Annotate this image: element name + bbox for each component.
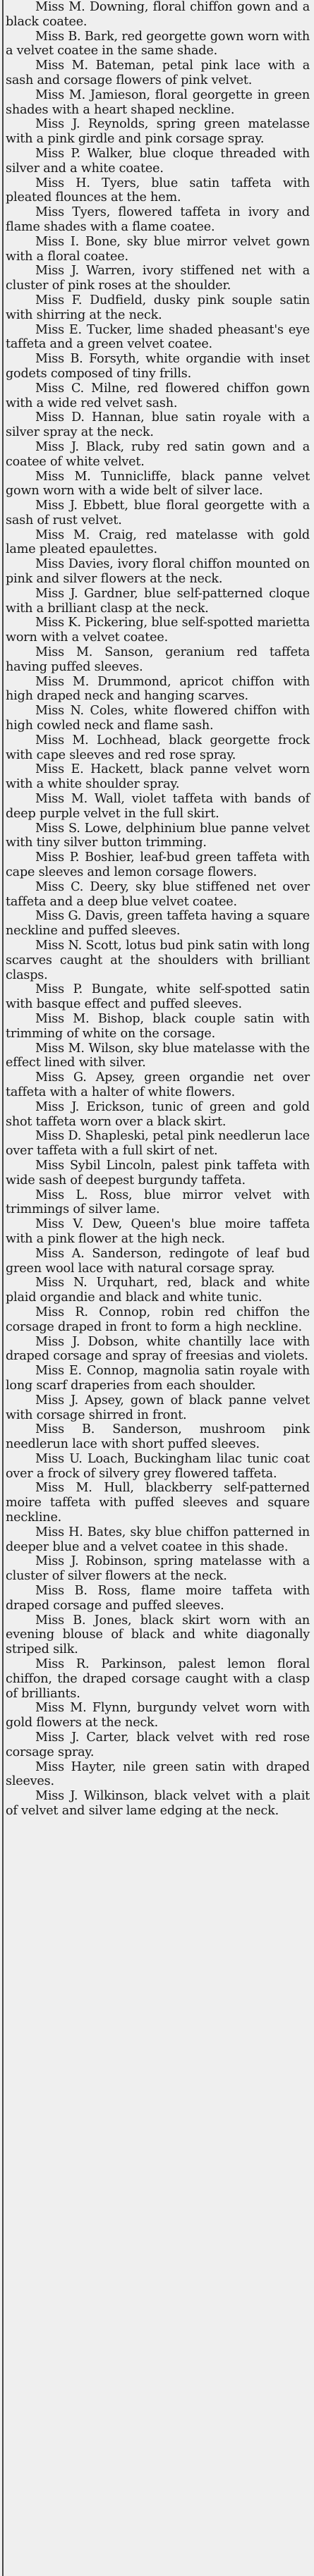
list-item: Miss M. Lochhead, black georgette frock with cape sleeves and red rose spray. bbox=[6, 733, 310, 762]
list-item: Miss J. Warren, ivory stiffened net with a cluster of pink roses at the shoulder. bbox=[6, 264, 310, 293]
list-item: Miss S. Lowe, delphinium blue panne velvet with tiny silver button trimming. bbox=[6, 821, 310, 850]
list-item: Miss A. Sanderson, redingote of leaf bud green wool lace with natural corsage spray. bbox=[6, 1246, 310, 1276]
list-item: Miss U. Loach, Buckingham lilac tunic coat over a frock of silvery grey flowered taffeta. bbox=[6, 1451, 310, 1481]
list-item: Miss C. Deery, sky blue stiffened net over taffeta and a deep blue velvet coatee. bbox=[6, 879, 310, 909]
list-item: Miss J. Carter, black velvet with red rose corsage spray. bbox=[6, 1730, 310, 1759]
list-item: Miss M. Drummond, apricot chiffon with high draped neck and hanging scarves. bbox=[6, 674, 310, 704]
list-item: Miss D. Shapleski, petal pink needlerun lace over taffeta with a full skirt of net. bbox=[6, 1129, 310, 1159]
column-rule bbox=[2, 0, 4, 2576]
list-item: Miss D. Hannan, blue satin royale with a silver spray at the neck. bbox=[6, 410, 310, 440]
list-item: Miss I. Bone, sky blue mirror velvet gown with a floral coatee. bbox=[6, 234, 310, 264]
list-item: Miss M. Flynn, burgundy velvet worn with gold flowers at the neck. bbox=[6, 1701, 310, 1730]
list-item: Miss Tyers, flowered taffeta in ivory and flame shades with a flame coatee. bbox=[6, 205, 310, 234]
list-item: Miss M. Hull, blackberry self-patterned moire taffeta with puffed sleeves and square neckline. bbox=[6, 1481, 310, 1525]
list-item: Miss J. Reynolds, spring green matelasse with a pink girdle and pink corsage spray. bbox=[6, 117, 310, 147]
list-item: Miss G. Apsey, green organdie net over taffeta with a halter of white flowers. bbox=[6, 1070, 310, 1099]
list-item: Miss P. Boshier, leaf-bud green taffeta with cape sleeves and lemon corsage flowers. bbox=[6, 850, 310, 880]
list-item: Miss M. Tunnicliffe, black panne velvet gown worn with a wide belt of silver lace. bbox=[6, 469, 310, 499]
list-item: Miss C. Milne, red flowered chiffon gown with a wide red velvet sash. bbox=[6, 381, 310, 410]
list-item: Miss B. Ross, flame moire taffeta with draped corsage and puffed sleeves. bbox=[6, 1584, 310, 1613]
list-item: Miss H. Bates, sky blue chiffon patterned in deeper blue and a velvet coatee in this shade. bbox=[6, 1525, 310, 1554]
list-item: Miss L. Ross, blue mirror velvet with trimmings of silver lame. bbox=[6, 1188, 310, 1217]
list-item: Miss J. Gardner, blue self-patterned cloque with a brilliant clasp at the neck. bbox=[6, 586, 310, 616]
list-item: Miss K. Pickering, blue self-spotted marietta worn with a velvet coatee. bbox=[6, 616, 310, 645]
list-item: Miss B. Forsyth, white organdie with inset godets composed of tiny frills. bbox=[6, 352, 310, 381]
list-item: Miss V. Dew, Queen's blue moire taffeta with a pink flower at the high neck. bbox=[6, 1217, 310, 1246]
list-item: Miss Davies, ivory floral chiffon mounted on pink and silver flowers at the neck. bbox=[6, 557, 310, 587]
list-item: Miss M. Bateman, petal pink lace with a sash and corsage flowers of pink velvet. bbox=[6, 59, 310, 87]
list-item: Miss E. Tucker, lime shaded pheasant's eye taffeta and a green velvet coatee. bbox=[6, 322, 310, 352]
list-item: Miss G. Davis, green taffeta having a square neckline and puffed sleeves. bbox=[6, 909, 310, 939]
list-item: Miss J. Robinson, spring matelasse with a cluster of silver flowers at the neck. bbox=[6, 1554, 310, 1584]
list-item: Miss M. Wall, violet taffeta with bands of deep purple velvet in the full skirt. bbox=[6, 792, 310, 821]
list-item: Miss M. Bishop, black couple satin with trimming of white on the corsage. bbox=[6, 1011, 310, 1041]
list-item: Miss B. Bark, red georgette gown worn with a velvet coatee in the same shade. bbox=[6, 29, 310, 59]
list-item: Miss M. Jamieson, floral georgette in green shades with a heart shaped neckline. bbox=[6, 87, 310, 117]
list-item: Miss M. Downing, floral chiffon gown and a black coatee. bbox=[6, 0, 310, 29]
list-item: Miss J. Ebbett, blue floral georgette with a sash of rust velvet. bbox=[6, 499, 310, 527]
list-item: Miss J. Wilkinson, black velvet with a plait of velvet and silver lame edging at the neck. bbox=[6, 1789, 310, 1819]
list-item: Miss B. Jones, black skirt worn with an evening blouse of black and white diagonally striped silk. bbox=[6, 1613, 310, 1657]
list-item: Miss E. Connop, magnolia satin royale with long scarf draperies from each shoulder. bbox=[6, 1364, 310, 1393]
list-item: Miss H. Tyers, blue satin taffeta with pleated flounces at the hem. bbox=[6, 176, 310, 205]
list-item: Miss M. Craig, red matelasse with gold lame pleated epaulettes. bbox=[6, 527, 310, 557]
list-item: Miss B. Sanderson, mushroom pink needlerun lace with short puffed sleeves. bbox=[6, 1422, 310, 1452]
list-item: Miss R. Parkinson, palest lemon floral chiffon, the draped corsage caught with a clasp of brilliants. bbox=[6, 1657, 310, 1701]
entry-list bbox=[6, 0, 310, 1819]
list-item: Miss Sybil Lincoln, palest pink taffeta with wide sash of deepest burgundy taffeta. bbox=[6, 1158, 310, 1188]
list-item: Miss J. Dobson, white chantilly lace with draped corsage and spray of freesias and violets. bbox=[6, 1334, 310, 1364]
list-item: Miss Hayter, nile green satin with draped sleeves. bbox=[6, 1759, 310, 1789]
list-item: Miss P. Bungate, white self-spotted satin with basque effect and puffed sleeves. bbox=[6, 982, 310, 1012]
list-item: Miss F. Dudfield, dusky pink souple satin with shirring at the neck. bbox=[6, 293, 310, 322]
list-item: Miss M. Wilson, sky blue matelasse with the effect lined with silver. bbox=[6, 1041, 310, 1070]
list-item: Miss N. Scott, lotus bud pink satin with long scarves caught at the shoulders with brilliant clasps. bbox=[6, 939, 310, 982]
list-item: Miss N. Urquhart, red, black and white plaid organdie and black and white tunic. bbox=[6, 1276, 310, 1305]
list-item: Miss E. Hackett, black panne velvet worn with a white shoulder spray. bbox=[6, 762, 310, 792]
list-item: Miss J. Erickson, tunic of green and gold shot taffeta worn over a black skirt. bbox=[6, 1099, 310, 1129]
list-item: Miss M. Sanson, geranium red taffeta having puffed sleeves. bbox=[6, 645, 310, 674]
list-item: Miss N. Coles, white flowered chiffon with high cowled neck and flame sash. bbox=[6, 704, 310, 733]
list-item: Miss J. Apsey, gown of black panne velvet with corsage shirred in front. bbox=[6, 1393, 310, 1422]
list-item: Miss R. Connop, robin red chiffon the corsage draped in front to form a high neckline. bbox=[6, 1305, 310, 1334]
list-item: Miss P. Walker, blue cloque threaded with silver and a white coatee. bbox=[6, 146, 310, 176]
list-item: Miss J. Black, ruby red satin gown and a coatee of white velvet. bbox=[6, 439, 310, 469]
